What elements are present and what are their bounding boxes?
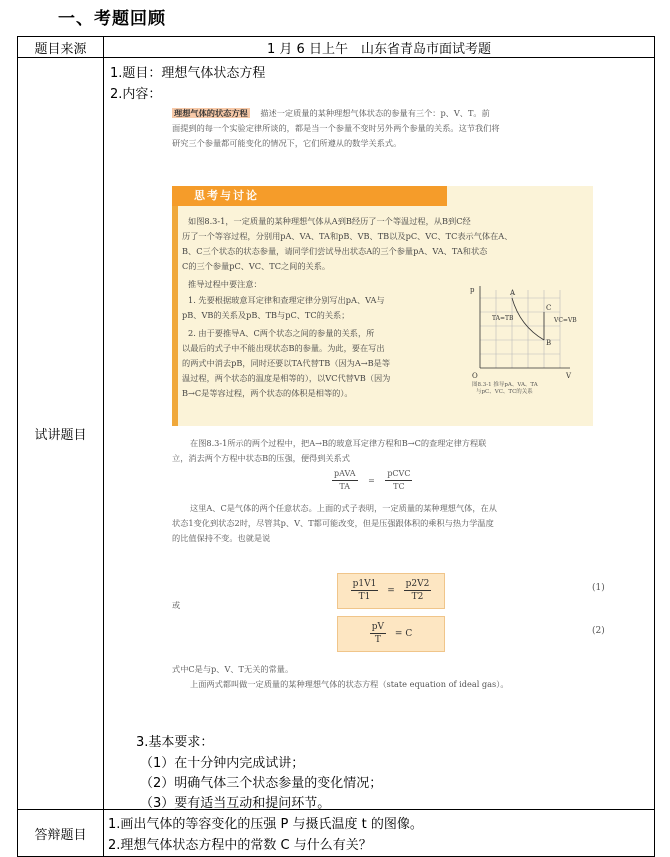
source-row <box>18 37 655 58</box>
disc-line-4: 推导过程中要注意： <box>188 279 262 289</box>
vol-label: VC=VB <box>554 317 577 324</box>
closing-line-1: 上面两式都叫做一定质量的某种理想气体的状态方程（state equation of ideal gas）。 <box>190 679 509 689</box>
explain-line-1: 状态1变化到状态2时，尽管其p、V、T都可能改变，但是压强跟体积的乘积与热力学温度 <box>172 518 494 528</box>
discussion-title: 思考与讨论 <box>172 186 447 206</box>
f1-equals: = <box>387 586 395 596</box>
f1-num-left: p1V1 <box>352 579 377 589</box>
trial-topic: 1.题目：理想气体状态方程 <box>110 66 266 81</box>
graph-caption-0: 图8.3-1 推导pA、VA、TA <box>472 382 538 388</box>
f2-rhs: = C <box>394 629 413 639</box>
f0-den-right: TC <box>393 482 405 491</box>
f0-equals: = <box>368 475 375 485</box>
discussion-box <box>172 186 593 426</box>
closing-line-0: 式中C是与p、V、T无关的常量。 <box>172 664 294 674</box>
defense-label: 答辩题目 <box>18 810 104 857</box>
requirements-label: 3.基本要求： <box>136 735 214 750</box>
disc-line-0: 如图8.3-1，一定质量的某种理想气体从A到B经历了一个等温过程，从B到C经 <box>188 216 471 226</box>
point-c-label: C <box>546 304 552 312</box>
source-label: 题目来源 <box>18 37 104 58</box>
origin-label: O <box>472 372 478 380</box>
trial-row <box>18 58 655 810</box>
disc-line-10: 温过程，两个状态的温度是相等的），以VC代替VB（因为 <box>182 373 391 383</box>
disc-line-5: 1. 先要根据玻意耳定律和查理定律分别写出pA、VA与 <box>188 295 385 305</box>
requirement-2: （2）明确气体三个状态参量的变化情况； <box>140 776 383 791</box>
section-heading: 一、考题回顾 <box>58 9 166 29</box>
f1-den-right: T2 <box>411 592 424 602</box>
f0-num-left: pAVA <box>332 468 358 481</box>
defense-question-2: 2.理想气体状态方程中的常数 C 与什么有关？ <box>108 838 372 853</box>
graph-caption-1: 与pC、VC、TC的关系 <box>476 389 533 394</box>
disc-line-11: B→C是等容过程，两个状态的体积是相等的）。 <box>182 388 353 398</box>
after-line-1: 立，消去两个方程中状态B的压强，便得到关系式 <box>172 453 350 463</box>
state-equation-2 <box>337 616 445 652</box>
axis-v-label: V <box>566 372 572 380</box>
requirement-1: （1）在十分钟内完成试讲； <box>140 756 305 771</box>
point-a-label: A <box>510 289 516 297</box>
eq-number-1: (1) <box>592 583 605 593</box>
f0-den-left: TA <box>339 482 351 491</box>
intro-line-0: 描述一定质量的某种理想气体状态的参量有三个：p、V、T。前 <box>260 108 490 118</box>
after-line-0: 在图8.3-1所示的两个过程中，把A→B的玻意耳定律方程和B→C的查理定律方程联 <box>190 438 487 448</box>
point-b-label: B <box>546 339 552 347</box>
temp-label: TA=TB <box>492 315 514 322</box>
textbook-excerpt <box>172 106 612 696</box>
explain-line-0: 这里A、C是气体的两个任意状态。上面的式子表明，一定质量的某种理想气体，在从 <box>190 503 497 513</box>
disc-line-6: pB、VB的关系及pB、TB与pC、TC的关系； <box>182 310 350 320</box>
trial-content <box>104 58 655 810</box>
disc-line-3: C的三个参量pC、VC、TC之间的关系。 <box>182 261 331 271</box>
f1-num-right: p2V2 <box>405 579 430 589</box>
pv-graph <box>466 284 591 394</box>
requirement-3: （3）要有适当互动和提问环节。 <box>140 796 331 811</box>
or-label: 或 <box>172 600 181 610</box>
disc-line-1: 历了一个等容过程，分别用pA、VA、TA和pB、VB、TB以及pC、VC、TC表示气体在A、 <box>182 231 513 241</box>
defense-row <box>18 810 655 857</box>
explain-line-2: 的比值保持不变。也就是说 <box>172 533 271 543</box>
axis-p-label: p <box>470 286 475 294</box>
trial-label: 试讲题目 <box>18 58 104 810</box>
defense-content <box>104 810 655 857</box>
intro-line-2: 研究三个参量都可能变化的情况下，它们所遵从的数学关系式。 <box>172 138 402 148</box>
disc-line-2: B、C三个状态的状态参量，请同学们尝试导出状态A的三个参量pA、VA、TA和状态 <box>182 246 488 256</box>
intro-line-1: 面提到的每一个实验定律所谈的，都是当一个参量不变时另外两个参量的关系。这节我们将 <box>172 123 500 133</box>
state-equation-1 <box>337 573 445 609</box>
exam-table <box>17 36 655 857</box>
f2-num: pV <box>371 622 385 632</box>
disc-line-9: 的两式中消去pB，同时还要以TA代替TB（因为A→B是等 <box>182 358 391 368</box>
disc-line-7: 2. 由于要推导A、C两个状态之间的参量的关系，所 <box>188 328 375 338</box>
source-value: 1 月 6 日上午 山东省青岛市面试考题 <box>104 37 655 58</box>
f1-den-left: T1 <box>358 592 371 602</box>
defense-question-1: 1.画出气体的等容变化的压强 P 与摄氏温度 t 的图像。 <box>108 817 423 832</box>
disc-line-8: 以最后的式子中不能出现状态B的参量。为此，要在写出 <box>182 343 385 353</box>
f0-num-right: pCVC <box>385 468 412 481</box>
content-label: 2.内容： <box>110 87 162 102</box>
f2-den: T <box>374 635 381 645</box>
eq-number-2: (2) <box>592 626 605 636</box>
derived-formula <box>332 468 412 493</box>
intro-title: 理想气体的状态方程 <box>174 108 248 118</box>
